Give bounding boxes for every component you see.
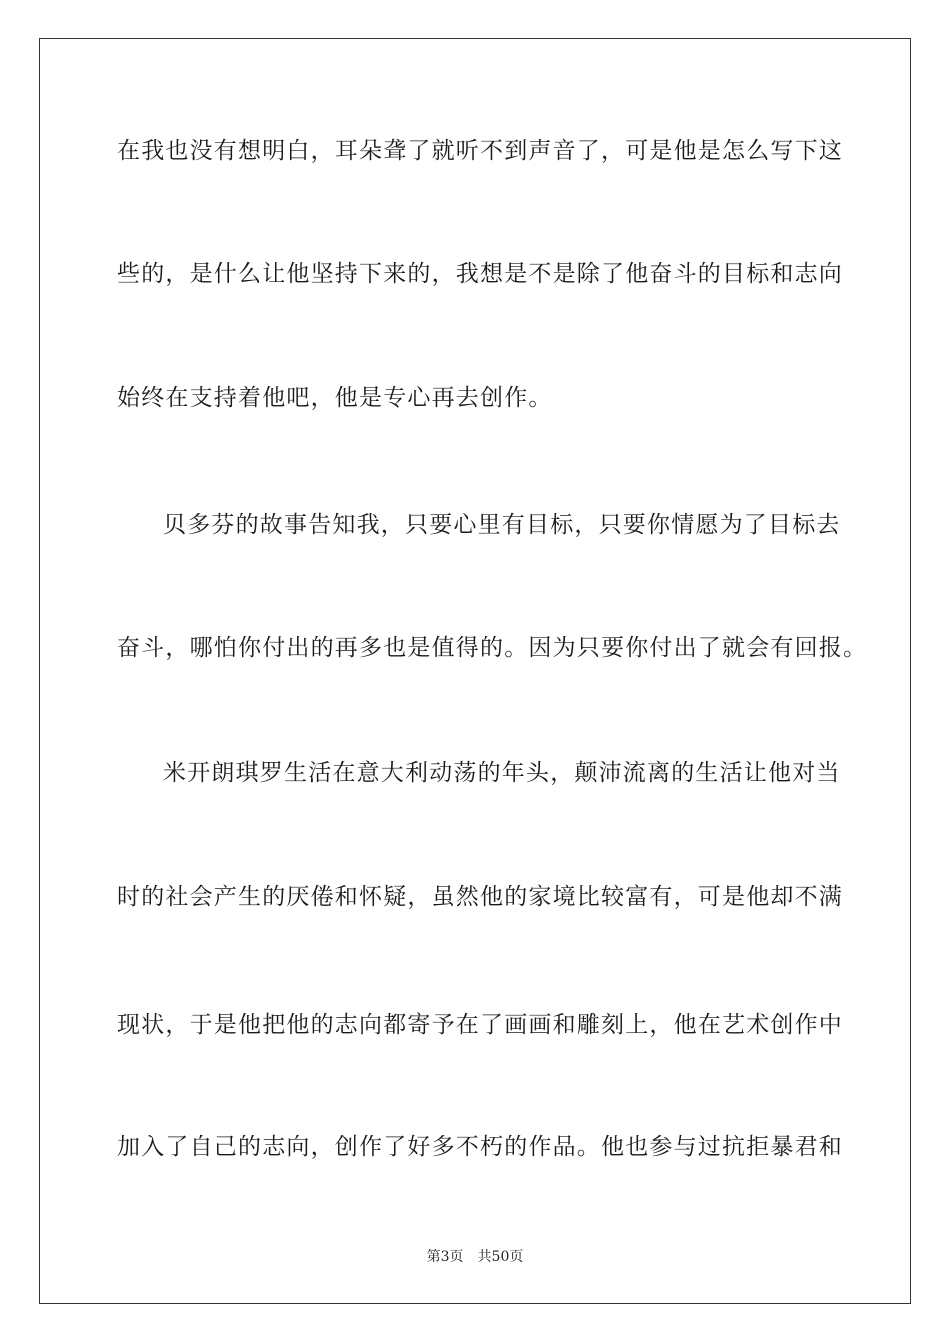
text-line: 在我也没有想明白，耳朵聋了就听不到声音了，可是他是怎么写下这 — [117, 138, 843, 164]
text-line: 些的，是什么让他坚持下来的，我想是不是除了他奋斗的目标和志向 — [117, 261, 843, 287]
paragraph-first-line: 米开朗琪罗生活在意大利动荡的年头，颠沛流离的生活让他对当 — [163, 760, 841, 786]
page-footer — [0, 1248, 950, 1266]
text-line: 始终在支持着他吧，他是专心再去创作。 — [117, 385, 553, 411]
paragraph-first-line: 贝多芬的故事告知我，只要心里有目标，只要你情愿为了目标去 — [163, 512, 841, 538]
text-line: 现状，于是他把他的志向都寄予在了画画和雕刻上，他在艺术创作中 — [117, 1012, 843, 1038]
text-line: 加入了自己的志向，创作了好多不朽的作品。他也参与过抗拒暴君和 — [117, 1134, 843, 1160]
page-frame — [39, 38, 911, 1304]
page-number: 第3页 — [426, 1249, 464, 1265]
page-total: 共50页 — [477, 1249, 524, 1265]
text-line: 时的社会产生的厌倦和怀疑，虽然他的家境比较富有，可是他却不满 — [117, 884, 843, 910]
text-line: 奋斗，哪怕你付出的再多也是值得的。因为只要你付出了就会有回报。 — [117, 635, 868, 661]
